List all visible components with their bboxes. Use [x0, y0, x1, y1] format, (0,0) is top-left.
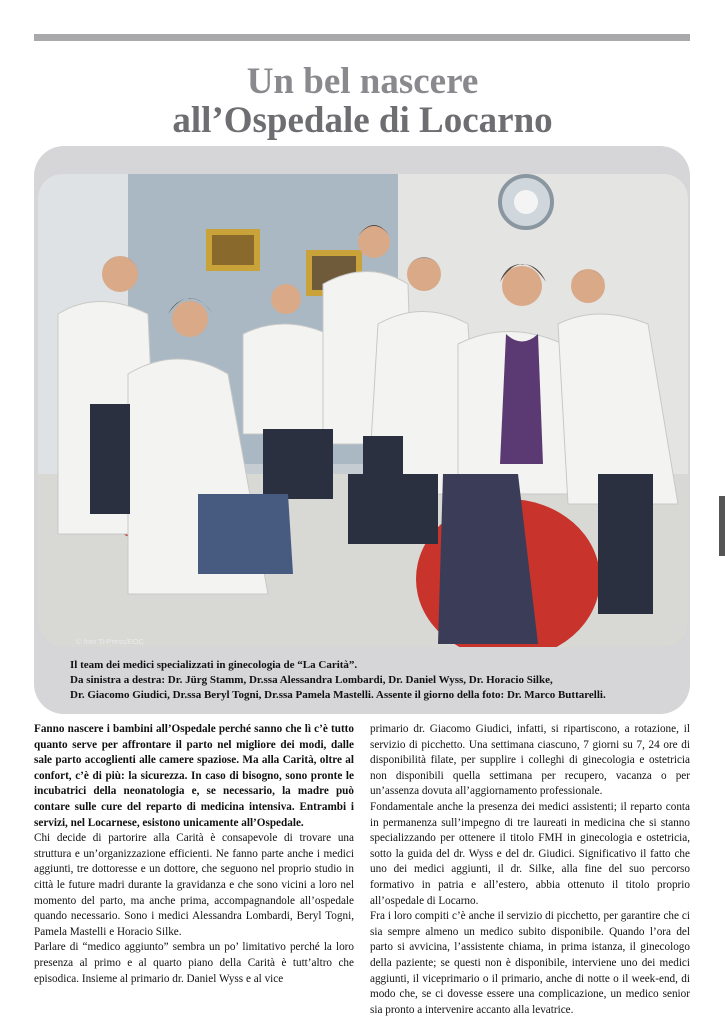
photo-credit: © foto Ti-Press/EOC [76, 637, 145, 646]
group-photo-illustration [38, 174, 688, 647]
top-rule [34, 34, 690, 41]
article-column-left [34, 722, 354, 987]
article-paragraph: primario dr. Giacomo Giudici, infatti, si ripartiscono, a rotazione, il servizio di picchetto. Una settimana ciascuno, 7 giorni su 7, 24 ore di disponibilità filate, per supplire i colleghi di ginecologia e ostetricia non disponibili quella settimana per recupero, vacanza o per un’assenza dovuta all’aggiornamento professionale. [370, 723, 690, 798]
caption-line-2: Da sinistra a destra: Dr. Jürg Stamm, Dr.ssa Alessandra Lombardi, Dr. Daniel Wyss, Dr. Horacio Silke, [70, 674, 553, 686]
caption-line-3: Dr. Giacomo Giudici, Dr.ssa Beryl Togni, Dr.ssa Pamela Mastelli. Assente il giorno della foto: Dr. Marco Buttarelli. [70, 689, 606, 701]
article-paragraph: Fondamentale anche la presenza dei medici assistenti; il reparto conta in permanenza sull’impegno di tre laureati in medicina che si stanno specializzando per ottenere il titolo FMH in ginecologia e ostetricia, sotto la guida del dr. Wyss e del dr. Giudici. Significativo il fatto che uno dei medici aggiunti, il dr. Silke, alla fine del suo percorso formativo in patria e all’estero, abbia ottenuto il titolo proprio all’ospedale di Locarno. [370, 800, 690, 907]
caption-line-1: Il team dei medici specializzati in ginecologia de “La Carità”. [70, 659, 358, 671]
article-paragraph: Chi decide di partorire alla Carità è consapevole di trovare una struttura e un’organizzazione efficienti. Ne fanno parte anche i medici aggiunti, tre dottoresse e un dottore, che seguono nel proprio studio in città le future madri durante la gravidanza e che sono vicini a loro nel momento del parto, ma anche prima, accompagnandole all’ospedale quando necessario. Sono i medici Alessandra Lombardi, Beryl Togni, Pamela Mastelli e Horacio Silke. [34, 832, 354, 938]
article-paragraph: Fra i loro compiti c’è anche il servizio di picchetto, per garantire che ci sia sempre almeno un medico subito disponibile. Quando l’ora del parto si avvicina, l’assistente chiama, in prima istanza, il ginecologo della paziente; se questi non è disponibile, interviene uno dei medici aggiunti, il viceprimario o il primario, anche di notte o il week-end, di modo che, se ci dovesse essere una complicazione, un medico senior sia pronto a intervenire accanto alla levatrice. [370, 910, 690, 1016]
title-line-2: all’Ospedale di Locarno [172, 100, 553, 141]
title-line-1: Un bel nascere [246, 61, 479, 102]
group-photo [38, 174, 688, 647]
photo-caption [70, 658, 685, 703]
page-edge-tab [719, 496, 725, 556]
article-column-right [370, 722, 690, 1018]
article-paragraph: Parlare di “medico aggiunto” sembra un po’ limitativo perché la loro presenza al primo e al quarto piano della Carità è tutt’altro che episodica. Insieme al primario dr. Daniel Wyss e al vice [34, 941, 354, 985]
article-lead: Fanno nascere i bambini all’Ospedale perché sanno che lì c’è tutto quanto serve per affrontare il parto nel migliore dei modi, dalle sale parto accoglienti alle camere spaziose. Ma alla Carità, oltre al confort, c’è di più: la sicurezza. In caso di bisogno, sono pronte le incubatrici della neonatologia e, se necessario, la madre può contare sulle cure del reparto di medicina intensiva. Entrambi i servizi, nel Locarnese, esistono unicamente all’Ospedale. [34, 723, 354, 829]
